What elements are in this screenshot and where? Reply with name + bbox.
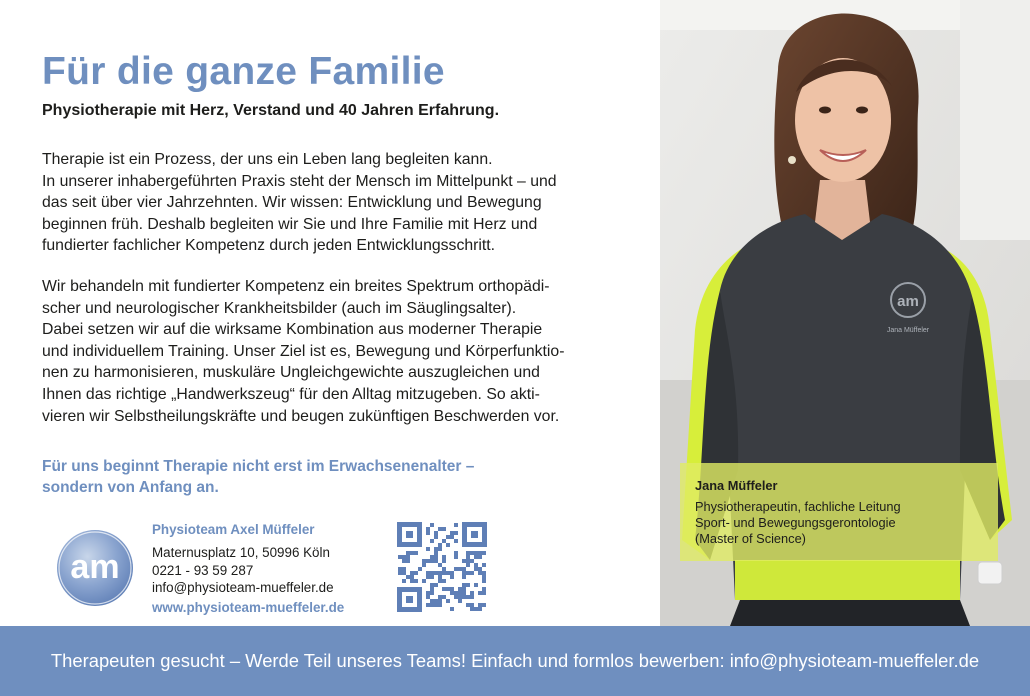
banner-text[interactable]: Therapeuten gesucht – Werde Teil unseres Teams! Einfach und formlos bewerben: info@physioteam-mueffeler.de bbox=[50, 650, 980, 671]
highlight-statement bbox=[42, 456, 474, 498]
role-line: (Master of Science) bbox=[695, 530, 806, 546]
person-name: Jana Müffeler bbox=[695, 478, 778, 493]
recruiting-banner bbox=[0, 626, 1030, 696]
person-caption bbox=[680, 463, 998, 561]
person-role bbox=[695, 499, 901, 546]
contact-address: Maternusplatz 10, 50996 Köln bbox=[152, 544, 330, 560]
am-logo-icon bbox=[55, 528, 135, 608]
paragraph-line: Wir behandeln mit fundierter Kompetenz ein breites Spektrum orthopädi- bbox=[42, 278, 550, 295]
paragraph-line: beginnen früh. Deshalb begleiten wir Sie und Ihre Familie mit Herz und bbox=[42, 215, 538, 233]
paragraph-intro bbox=[42, 149, 652, 257]
paragraph-line: und individuellem Training. Unser Ziel ist es, Bewegung und Körperfunktio- bbox=[42, 342, 565, 360]
paragraph-line: scher und neurologischer Krankheitsbilder (auch im Säuglingsalter). bbox=[42, 299, 517, 317]
paragraph-line: vieren wir Selbstheilungskräfte und beugen zukünftigen Beschwerden vor. bbox=[42, 407, 560, 425]
contact-website[interactable]: www.physioteam-mueffeler.de bbox=[152, 600, 345, 616]
paragraph-line: Ihnen das richtige „Handwerkszeug“ für den Alltag mitzugeben. So akti- bbox=[42, 385, 540, 403]
paragraph-line: nen zu harmonisieren, muskuläre Ungleichgewichte auszugleichen und bbox=[42, 364, 540, 382]
highlight-line: Für uns beginnt Therapie nicht erst im Erwachsenenalter – bbox=[42, 458, 475, 475]
page-subtitle: Physiotherapie mit Herz, Verstand und 40 Jahren Erfahrung. bbox=[42, 102, 500, 119]
highlight-line: sondern von Anfang an. bbox=[42, 479, 219, 496]
contact-email[interactable]: info@physioteam-mueffeler.de bbox=[152, 580, 334, 596]
qr-code-icon bbox=[397, 522, 487, 612]
paragraph-line: Therapie ist ein Prozess, der uns ein Leben lang begleiten kann. bbox=[42, 151, 493, 168]
paragraph-services bbox=[42, 276, 652, 427]
shirt-name-text: Jana Müffeler bbox=[886, 327, 930, 334]
logo-text: am bbox=[70, 548, 120, 586]
role-line: Physiotherapeutin, fachliche Leitung bbox=[695, 499, 901, 514]
contact-org: Physioteam Axel Müffeler bbox=[152, 522, 315, 537]
paragraph-line: In unserer inhabergeführten Praxis steht der Mensch im Mittelpunkt – und bbox=[42, 172, 557, 190]
paragraph-line: fundierter fachlicher Kompetenz durch jeden Entwicklungsschritt. bbox=[42, 237, 496, 255]
shirt-logo-text: am bbox=[897, 293, 919, 310]
role-line: Sport- und Bewegungsgerontologie bbox=[695, 514, 896, 530]
contact-phone[interactable]: 0221 - 93 59 287 bbox=[152, 562, 254, 578]
paragraph-line: das seit über vier Jahrzehnten. Wir wissen: Entwicklung und Bewegung bbox=[42, 194, 542, 212]
paragraph-line: Dabei setzen wir auf die wirksame Kombination aus moderner Therapie bbox=[42, 321, 543, 339]
page-title: Für die ganze Familie bbox=[42, 50, 445, 93]
contact-block bbox=[152, 521, 344, 617]
